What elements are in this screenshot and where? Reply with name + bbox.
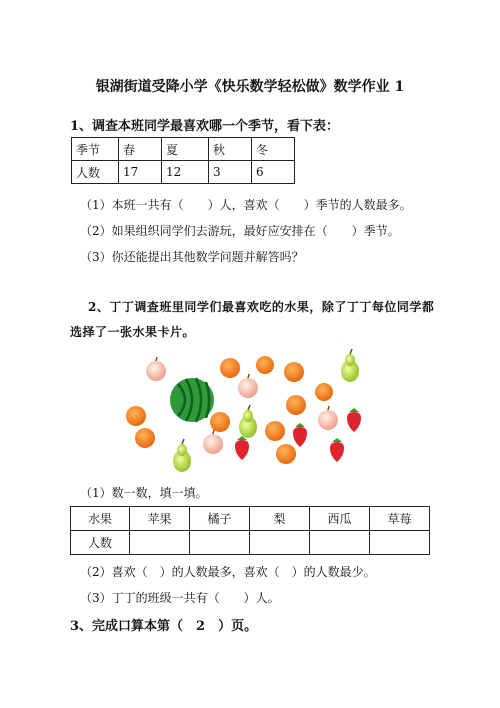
question-2-sub-1: （1）数一数，填一填。: [80, 486, 208, 500]
question-1-sub-3: （3）你还能提出其他数学问题并解答吗？: [80, 250, 304, 264]
table-cell: 秋: [209, 138, 252, 161]
table-row: [71, 507, 430, 531]
table-cell: 人数: [72, 161, 119, 184]
answer-cell[interactable]: [310, 531, 370, 555]
orange-icon: [286, 395, 306, 415]
table-cell: 6: [252, 161, 295, 184]
pear-icon: [239, 405, 257, 438]
strawberry-icon: [235, 436, 249, 460]
orange-icon: [315, 383, 333, 401]
question-2-heading: 2、丁丁调查班里同学们最喜欢吃的水果，除了丁丁每位同学都: [88, 300, 435, 314]
table-row: [71, 531, 430, 555]
strawberry-icon: [347, 408, 361, 432]
table-cell: 西瓜: [310, 507, 370, 531]
fruit-table: [70, 506, 430, 555]
page-title: 银湖街道受降小学《快乐数学轻松做》数学作业 1: [95, 79, 405, 95]
table-cell: 梨: [250, 507, 310, 531]
orange-icon: [220, 358, 240, 378]
table-cell: 冬: [252, 138, 295, 161]
answer-cell[interactable]: [190, 531, 250, 555]
pear-icon: [173, 439, 191, 472]
orange-icon: [265, 421, 285, 441]
table-cell: 人数: [71, 531, 130, 555]
strawberry-icon: [330, 438, 344, 462]
answer-cell[interactable]: [370, 531, 430, 555]
table-cell: 夏: [162, 138, 209, 161]
pear-icon: [341, 349, 359, 382]
table-cell: 苹果: [130, 507, 190, 531]
watermelon-icon: [170, 378, 214, 422]
apple-icon: [238, 374, 258, 398]
table-row: [72, 161, 295, 184]
table-cell: 草莓: [370, 507, 430, 531]
strawberry-icon: [293, 423, 307, 447]
apple-icon: [146, 357, 166, 381]
orange-icon: [126, 406, 146, 426]
question-3: 3、完成口算本第（ 2 ）页。: [70, 619, 258, 634]
table-cell: 12: [162, 161, 209, 184]
question-2-sub-3: （3）丁丁的班级一共有（ ）人。: [80, 591, 280, 605]
apple-icon: [318, 406, 338, 430]
question-2-heading-cont: 选择了一张水果卡片。: [70, 325, 196, 339]
table-cell: 季节: [72, 138, 119, 161]
orange-icon: [284, 362, 304, 382]
orange-icon: [210, 412, 230, 432]
fruit-cards-illustration: [120, 348, 380, 478]
table-cell: 橘子: [190, 507, 250, 531]
answer-cell[interactable]: [130, 531, 190, 555]
question-1-sub-1: （1）本班一共有（ ）人，喜欢（ ）季节的人数最多。: [80, 198, 412, 212]
question-1-heading: 1、调查本班同学最喜欢哪一个季节，看下表：: [70, 119, 340, 134]
question-2-sub-2: （2）喜欢（ ）的人数最多，喜欢（ ）的人数最少。: [80, 565, 376, 579]
answer-cell[interactable]: [250, 531, 310, 555]
orange-icon: [135, 428, 155, 448]
table-cell: 17: [119, 161, 162, 184]
table-cell: 春: [119, 138, 162, 161]
table-cell: 3: [209, 161, 252, 184]
question-1-sub-2: （2）如果组织同学们去游玩，最好应安排在（ ）季节。: [80, 224, 400, 238]
season-table: [71, 137, 295, 184]
table-row: [72, 138, 295, 161]
orange-icon: [276, 444, 296, 464]
orange-icon: [256, 356, 274, 374]
apple-icon: [203, 430, 223, 454]
table-cell: 水果: [71, 507, 130, 531]
